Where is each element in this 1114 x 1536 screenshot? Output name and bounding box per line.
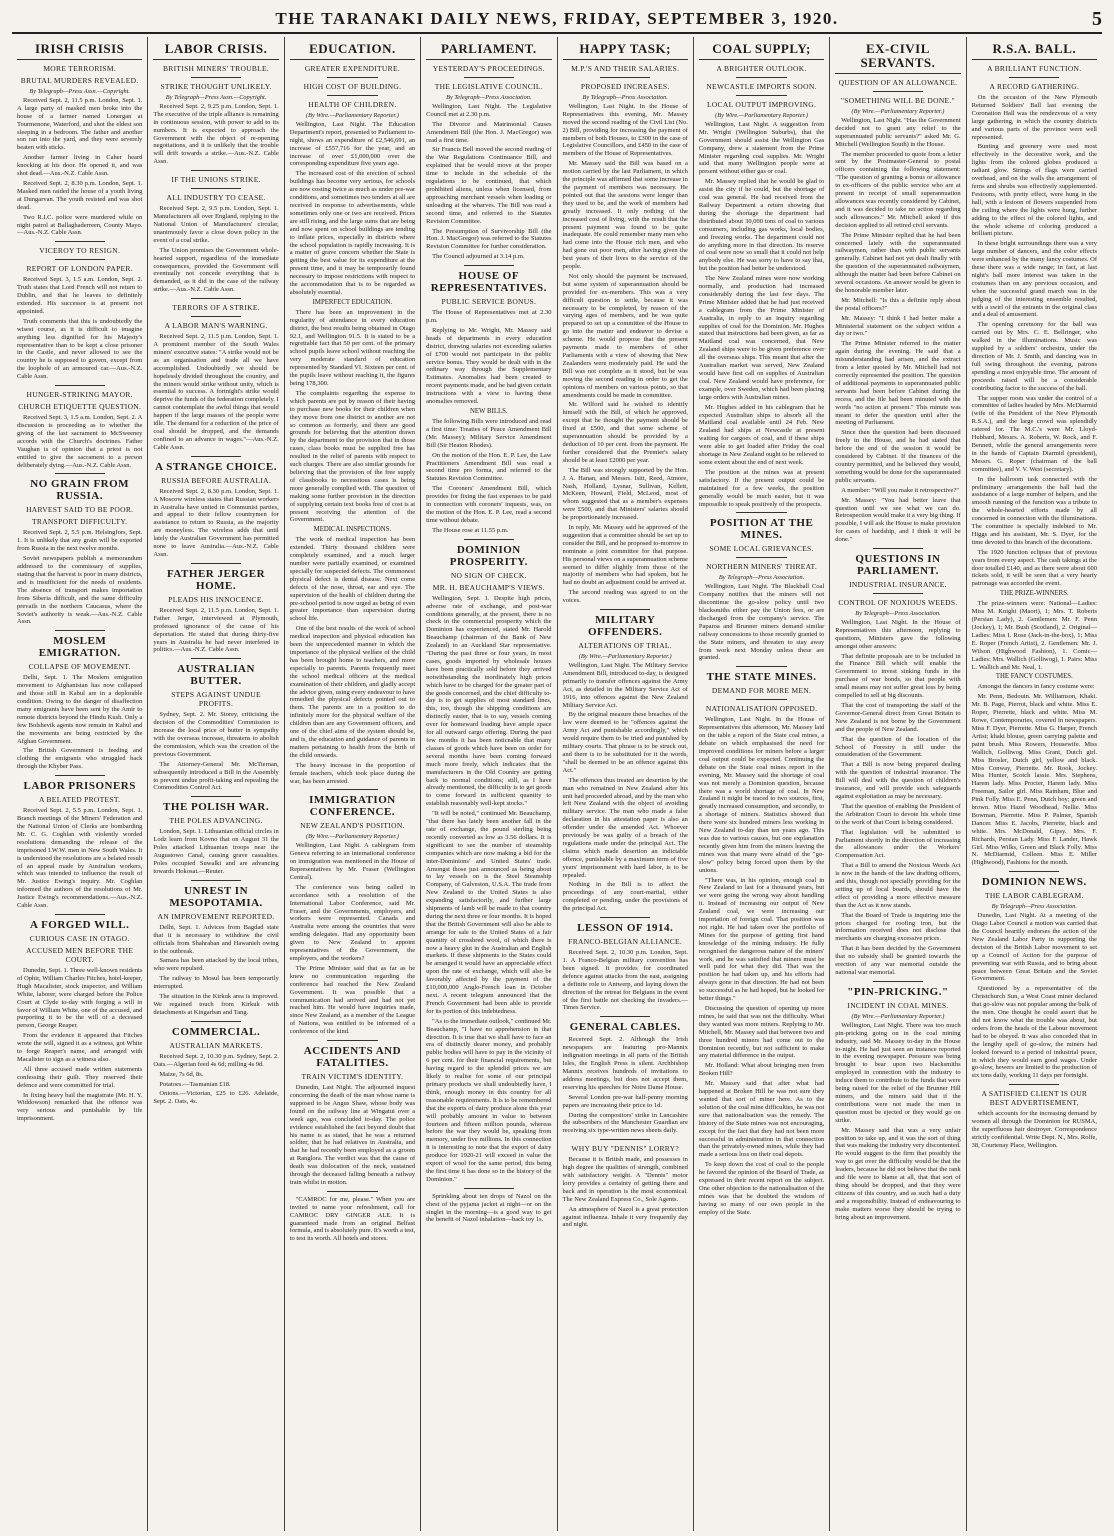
- subheading: LOCAL OUTPUT IMPROVING.: [706, 100, 817, 109]
- subheading: CONTROL OF NOXIOUS WEEDS.: [838, 598, 958, 608]
- divider: [327, 789, 377, 790]
- paragraph: Received Sept. 2, 10.30 p.m. Sydney, Sept. 2. Oats.—Algerian feed 4s 6d; milling 4s 9d.: [153, 1052, 279, 1068]
- paragraph: Received Sept. 2, 11.5 p.m. London, Sept. 1. Father Jerger, interviewed at Plymouth, professed ignorance of the cause of his deportation. He stated that during thirty-five years in Australia he had never interfered in politics.—Aus.-N.Z. Cable Assn.: [153, 606, 279, 654]
- subheading: A BELATED PROTEST.: [39, 795, 121, 805]
- paragraph: Replying to Mr. Wright, Mr. Massey said heads of departments in every education district, drawing salaries not exceeding salaries of £700 would not participate in the public service bonus. They would be dealt with in the ordinary way through the Supplementary Estimates. Anomalies had been created to recent payments made, and he had given certain instructions with a view to having these anomalies removed.: [426, 326, 552, 406]
- subheading: M.P.'S AND THEIR SALARIES.: [571, 64, 680, 73]
- paragraph: Received Sept. 3, 1.5 a.m. London, Sept. 2. Truth states that Lord French will not return to Dublin, and that he leaves to definitely extended. His successor is at present not appointed.: [17, 276, 143, 315]
- byline: By Telegraph—Press Association.: [991, 903, 1077, 911]
- divider: [736, 557, 786, 558]
- byline: By Telegraph—Press Association.: [718, 574, 805, 582]
- paragraph: Mr. Massey said that was a very unfair position to take up, and it was the sort of thing that was making the industry very discontented. He would suggest to the firm that possibly the way to get over the difficulty would be that the leaders, because he did not believe that the rank and file were to blame at all, that that sort of thing should be dropped, and that they were citizens of this country, and as such had a duty and a responsibility. Instead of endeavouring to make matters worse they should be trying to bring about an improvement.: [835, 1126, 961, 1221]
- paragraph: The British Government is feeding and clothing the emigrants who struggled back through the Khyber Pass.: [17, 747, 143, 771]
- subheading: HIGH COST OF BUILDING.: [303, 82, 402, 91]
- divider: [327, 1191, 377, 1192]
- section-heading: THE STATE MINES.: [706, 671, 817, 684]
- column-heading: PARLIAMENT.: [426, 42, 551, 60]
- subheading: BRITISH MINERS' TROUBLE.: [162, 64, 270, 73]
- subheading: DEMAND FOR MORE MEN.: [711, 686, 812, 696]
- paragraph: Two R.I.C. police were murdered while on night patrol at Ballaghaderreen, County Mayo.—Aus.-N.Z. Cable Assn.: [17, 213, 143, 237]
- section-heading: ACCIDENTS AND FATALITIES.: [303, 1045, 402, 1070]
- paragraph: To keep down the cost of coal to the people he favored the opinion of the Board of Trade, as expressed in their recent report on the subject. One other objection to the nationalisation of the mines was that he doubted the wisdom of having so many of our own people in the employ of the State.: [698, 1161, 825, 1216]
- paragraph: In these bright surroundings there was a very large number of dancers, and the color effects were enhanced by the many fancy costumes. Of these there was a wide range; in fact, at last night's ball more interest was taken in the costumes than on any previous occasion, and when the successful grand march was in the judging of the interesting ensemble resulted, with a swirl of the entrants in the original class and a deal of amusement.: [971, 240, 1097, 319]
- paragraph: One of the best results of the work of school medical inspection and physical education has been the unprecedented manner in which the importance of the physical welfare of the child has been brought home to teachers, and more especially to parents. Parents frequently meet the school medical officers at the medical examination of their children, and gladly accept the advice given, using every endeavour to have remedied the physical defects pointed out to them. The parents are in a position to do infinitely more for the physical welfare of the children than are any Government officers, and one of the chief aims of the system should be, and is, the education and guidance of parents in matters pertaining to health from the birth of the child onwards.: [289, 625, 416, 759]
- paragraph: Because it is British made, and possesses in high degree the qualities of strength, combined with satisfactory weight. A "Dennis" motor lorry provides a certainty of getting there and back and in operation is the most economical. The New Zealand Express Co., Sole Agents.: [562, 1156, 688, 1203]
- paragraph: The 1920 function eclipses that of previous years from every aspect. The cash takings at the door totalled £140, and as there were about 600 tickets sold, it will be seen that a very hearty patronage was accorded the event.: [971, 548, 1097, 588]
- masthead-title: THE TARANAKI DAILY NEWS, FRIDAY, SEPTEMBER 3, 1920.: [275, 9, 839, 28]
- section-heading: GENERAL CABLES.: [569, 1021, 681, 1034]
- byline: (By Wire.—Parliamentary Reporter.): [851, 108, 945, 115]
- column-2: [148, 37, 284, 1531]
- divider: [600, 609, 650, 610]
- subheading: STRIKE THOUGHT UNLIKELY.: [160, 82, 272, 91]
- paragraph: The Bill was strongly supported by the Hon. J. A. Hanan, and Messrs. Isitt, Reed, Atmore, Nash, Holland, Lysnar, Sullivan, Kellett, McKeen, Howard, Field, McLeod, most of whom suggested that as a member's expenses were £500, and that Ministers' salaries should be proportionately increased.: [562, 466, 688, 522]
- paragraph: Mr. Penn, Bedouin. Mr. Williamson, Khaki. Mr. B. Page, Pierrot, black and white. Miss E. Roper, Pierrette, black and white. Miss M. Rowe, Contemporaries, covered in newspapers. Miss F. Dyer, Pierrette. Miss G. Harper, French Artist; khaki blouse, green carrying palette and paint brush. Miss Rowers, Housewife. Miss Wallich, Golliwog. Miss Grant, Dutch girl. Miss Brosler, Dutch girl, yellow and black. Miss Conway, Pierrette. Mr. Rook, Jockey. Miss Hunter, Scotch lassie. Mrs. Stephens, Harem lady. Miss Procter, Harem lady. Miss Freeman, Sailor girl. Miss Rainham, Blue and Pink Folly. Miss E. Penn, Dutch boy; green and brown. Miss Hazel Woodhead, Nellie. Miss Bowman, Pierrette. Miss P. Palmer, Spanish Dancer. Miss E. Jacobs, Pierrette, black and white. Mrs. McDonald, Gipsy. Mrs. F. Richards, Persian Lady. Miss F. Lander, Hawk Girl. Miss Wilks, Green and Black Folly. Miss N. McDiarmid, Colleen. Miss E. Miller (Highwood), Fashions for the month.: [971, 693, 1097, 867]
- column-heading: HAPPY TASK;: [563, 42, 688, 60]
- byline: By Telegraph—Press Association.: [582, 94, 668, 101]
- divider: [55, 630, 105, 631]
- section-heading: MOSLEM EMIGRATION.: [38, 635, 121, 660]
- subheading: THE LABOR CABLEGRAM.: [984, 891, 1084, 901]
- divider: [191, 188, 241, 189]
- divider: [873, 548, 923, 549]
- paragraph: Mr. Massey said the Bill was based on a motion carried by the last Parliament, in which the principle was affirmed that some increase in the payment of members was necessary. He pointed out that the sessions were longer than they used to be, and the work of members had greatly increased. It only nothing of the increased cost of living, with the result that the present payment was found to be quite inadequate. He could remember many men who had come into the House rich men, and who had gone out poor men, after having given the best years of their lives to the service of the people.: [562, 160, 688, 271]
- column-heading: LABOR CRISIS.: [153, 42, 278, 60]
- paragraph: Wellington, Last Night. The Military Service Amendment Bill, introduced to-day, is designed primarily to transfer offences against the Army Act, as detailed in the Military Service Act of 1916, into offences against the New Zealand Military Service Act.: [562, 662, 688, 709]
- paragraph: The following Bills were introduced and read a first time: Treaties of Peace Amendment Bill (Mr. Massey); Military Service Amendment Bill (Sir Heaton Rhodes).: [426, 418, 552, 449]
- subheading: INCIDENT IN COAL MINES.: [847, 1000, 949, 1010]
- minor-heading: NEW BILLS.: [469, 408, 508, 415]
- paragraph: That the question of the location of the School of Forestry is still under the consideration of the Government.: [835, 735, 961, 759]
- byline: By Telegraph—Press Assn.—Copyright.: [165, 94, 267, 101]
- divider: [1009, 1084, 1059, 1085]
- subheading: MORE TERRORISM.: [43, 64, 117, 73]
- paragraph: The position at the mines was at present satisfactory. If the present output could be maintained for a few weeks, the position generally would be much easier, but it was impossible to speak positively of the prospects.: [698, 468, 825, 508]
- divider: [55, 473, 105, 474]
- subheading: PLEADS HIS INNOCENCE.: [168, 594, 264, 604]
- divider: [191, 170, 241, 171]
- paragraph: An atmosphere of Nazol is a great protection against influenza. Inhale it very frequently day and night.: [562, 1205, 688, 1229]
- paragraph: Wellington, Last Night. The Legislative Council met at 2.30 p.m.: [426, 102, 552, 118]
- paragraph: The Prime Minister referred to the matter again during the evening. He said that a misunderstanding had arisen, and the extract from a letter quoted by Mr. Mitchell had not correctly represented the position. The question of additional payments to superannuated public servants had been before Cabinet during the recess, and the file had been minuted with the words "no action at present." This minute was meant to defer the question until after the meeting of Parliament.: [835, 340, 961, 427]
- column-8: [967, 37, 1102, 1531]
- subheading: WHY BUY "DENNIS" LORRY?: [571, 1144, 680, 1154]
- divider: [55, 775, 105, 776]
- section-heading: DOMINION PROSPERITY.: [449, 543, 528, 568]
- paragraph: In the ballroom task connected with the preliminary arrangements the ball had the assistance of a large number of helpers, and the smooth running of the function was a tribute to the whole-hearted efforts made by all concerned in connection with the illuminations. The committee is specially indebted to Mr. Higgs and his assistant, Mr. S. Dyer, for the time devoted to this branch of the decorations.: [971, 475, 1097, 546]
- byline: By Telegraph—Press Association.: [855, 610, 941, 618]
- subheading: AN IMPROVEMENT REPORTED.: [157, 911, 275, 921]
- paragraph: Delhi, Sept. 1. The Moslem emigration movement to Afghanistan has now collapsed and those still in Kabul are in a deplorable condition. Owing to the danger of disaffection many emigrants have been sent by the Amir to remote districts beyond the Hindu Kush. Only a few Bolshevik agents now remain in Kabul and the movements are being restricted by the Afghan Government.: [17, 674, 143, 745]
- section-heading: FATHER JERGER HOME.: [167, 567, 266, 592]
- paragraph: Not only should the payment be increased, but some system of superannuation should be provided for ex-members. This was a very difficult question to settle, because it was necessary to be completed, by reason of the varying ages of members, and he was quite prepared to set up a committee of the House to go into the matter and endeavor to devise a scheme. He would propose that the present payments made to members of other Parliaments with a view of showing that New Zealanders were moderately paid. He said the Bill was not complete as it stood, but he was moving the second reading in order to get the opinions of members on various points, so that amendments could be made in committee.: [562, 272, 688, 399]
- section-heading: LABOR PRISONERS: [23, 780, 136, 793]
- article-body: [972, 64, 1097, 1150]
- paragraph: Mr. Wilford said he wished to identify himself with the Bill, of which he approved, except that he thought the payment should be fixed at £500, and that some scheme of superannuation should be provided by a deduction of 10 per cent. from the payment. He further considered that the Premier's salary should be at least £2000 per year.: [562, 401, 688, 464]
- paragraph: Questioned by a representative of the Christchurch Sun, a West Coast miner declared that go-slow was not popular among the bulk of the men. One thought he could assert that he did not know what the trouble was about, but orders from the heads of the Labour movement had to be obeyed. It was also conceded that in the lengthy spell of go-slow, the miners had looked forward to a period of industrial peace, in which they would earn good wages. Under go-slow, hewers are limited to the production of six tons daily, working 11 days per fortnight.: [971, 985, 1097, 1080]
- column-heading: EX-CIVIL SERVANTS.: [835, 42, 960, 74]
- paragraph: The member proceeded to quote from a letter sent by the Postmaster-General to postal officers containing the following statement: "The question of granting a bonus or allowance to ex-officers of the public service who are at present in receipt of small superannuation allowances was recently considered by Cabinet, and it was decided to take no action regarding such allowances." Mr. Mitchell asked if this decision applied to all retired civil servants.: [835, 150, 961, 229]
- subheading: A SATISFIED CLIENT IS OUR BEST ADVERTISEMENT,: [981, 1089, 1088, 1108]
- paragraph: Wellington, Last Night. There was too much pin-pricking going on in the coal mining industry, said Mr. Massey to-day in the House to-night. He had just seen an instance reported in the evening newspaper. Pressure was being brought to bear upon two blacksmiths employed in connection with the industry to induce them to contribute to the funds that were being raised for the relief of the Brunner Hill miners, and the miners said that if the contributions were not made the men in question must be ejected or they would go on strike.: [835, 1021, 961, 1124]
- section-heading: THE POLISH WAR.: [163, 801, 270, 814]
- paragraph: On the occasion of the New Plymouth Returned Soldiers' Ball last evening the Coronation Hall was the rendezvous of a very large gathering, in which the country districts and various parts of the province were well represented.: [971, 94, 1097, 141]
- byline: (By Wire.—Parliamentary Reporter.): [578, 653, 672, 661]
- divider: [55, 385, 105, 386]
- divider: [873, 981, 923, 982]
- column-heading: IRISH CRISIS: [17, 42, 142, 60]
- paragraph: Discussing the question of opening up more mines, he said that was not the difficulty. What they wanted was more miners. Replying to Mr. Mitchell, Mr. Massey said that between two and three hundred miners had come out to the Dominion recently, but not sufficient to make any material difference in the output.: [698, 1005, 825, 1060]
- divider: [55, 241, 105, 242]
- divider: [736, 77, 786, 78]
- subheading: STEPS AGAINST UNDUE PROFITS.: [171, 690, 261, 709]
- paragraph: Received Sept. 2. Although the Irish newspapers are featuring pro-Mannix indignation meetings in all parts of the British Isles, the English Press is silent. Archbishop Mannix receives hundreds of invitations to address meetings, but does not accept them, reserving his speeches for Notre Dame House.: [562, 1036, 688, 1091]
- subheading: A BRIGHTER OUTLOOK.: [716, 64, 807, 73]
- subheading: TRANSPORT DIFFICULTY.: [32, 517, 128, 527]
- paragraph: Wellington, Last Night. In the House of Representatives this evening, Mr. Massey moved the second reading of the Civil List (No. 2) Bill, providing for increasing the payment of members of both Houses, to £300 in the case of Legislative Councillors, and £450 in the case of members of the House of Representatives.: [562, 102, 688, 158]
- paragraph: Since then the question had been discussed freely in the House, and he had stated that before the end of the session it would be considered by Cabinet. If the finances of the country permitted, and he believed they would, something would be done for the superannuated public servants.: [835, 429, 961, 484]
- divider: [464, 1188, 514, 1189]
- paragraph: In reply, Mr. Massey said he approved of the suggestion that a committee should be set up to consider the Bill, and he proposed to-morrow to nominate a joint committee for that purpose. His personal views on a superannuation scheme seemed to differ slightly from those of the majority of members who had spoken, but he had no doubt an adjustment could be arrived at.: [562, 524, 688, 587]
- subheading: THE LEGISLATIVE COUNCIL.: [434, 82, 543, 91]
- divider: [55, 914, 105, 915]
- paragraph: The Coroners' Amendment Bill, which provides for fixing the fast expenses to be paid in connection with coroners' inquests, was, on the motion of the Hon. E. P. Lee, read a second time without debate.: [426, 485, 552, 524]
- paragraph: Wellington, Last Night. In the House of Representatives this afternoon, replying to questions, Ministers gave the following amongst other answers:: [835, 618, 961, 650]
- paragraph: The second reading was agreed to on the voices.: [562, 589, 688, 605]
- column-heading: EDUCATION.: [290, 42, 415, 60]
- section-heading: A FORGED WILL.: [29, 918, 130, 931]
- paragraph: "CAMROC for me, please." When you are invited to name your refreshment, call for CAMROC DRY GINGER ALE. It is guaranteed made from an original Belfast formula, and is absolutely pure. It's worth a test, to test its worth. All hotels and stores.: [289, 1195, 416, 1243]
- paragraph: Wellington, Last Night. In the House of Representatives this afternoon, Mr. Massey laid on the table a report of the State coal mines, a debate on which emphasised the need for improved conditions for miners before a larger coal output could be expected. Continuing the debate on the State coal mines report in the evening, Mr. Massey said the shortage of coal was not merely a Dominion question, because there was a world shortage of coal. In New Zealand it might be traced to two sources, first, greatly increased consumption, and secondly, to a shortage of miners. Statistics showed that there were six hundred miners less working in New Zealand to-day than ten years ago. This was due to various causes, but one explanation recently given him from the miners leaving the mines was that many were afraid of the "go-slow" policy being forced upon them by the unions.: [698, 716, 825, 874]
- paragraph: That it has been decided by the Government that no subsidy shall be granted towards the erection of any war memorial outside the national war memorial.: [835, 945, 961, 976]
- paragraph: The Presumption of Survivorship Bill (the Hon. J. MacGregor) was referred to the Statutes Revision Committee for further consideration.: [426, 227, 552, 251]
- byline: (By Wire.—Parliamentary Reporter.): [306, 112, 399, 119]
- divider: [736, 699, 786, 700]
- paragraph: The Divorce and Matrimonial Causes Amendment Bill (the Hon. J. MacGregor) was read a first time.: [426, 120, 552, 144]
- paragraph: The railway to Mosul has been temporarily interrupted.: [153, 975, 279, 991]
- section-heading: A STRANGE CHOICE.: [155, 460, 277, 473]
- section-heading: AUSTRALIAN BUTTER.: [177, 663, 255, 688]
- divider: [191, 456, 241, 457]
- divider: [1009, 77, 1059, 78]
- column-5: [558, 37, 694, 1531]
- columns: [12, 37, 1102, 1531]
- minor-heading: MEDICAL INSPECTIONS.: [313, 526, 392, 534]
- paragraph: The supper room was under the control of a committee of ladies headed by Mrs. McDiarmid (wife of the President of the New Plymouth R.S.A.), and the large crowd was splendidly catered for. The M.C.'s were Mr. Lloyd-Hubbard, Messrs. A. Roberts, W. Rock, and F. Bennett, while the general arrangements were in the hands of Captain Diarmid (president), Messrs. G. Roper (chairman of the ball committee), and V. V. West (secretary).: [971, 394, 1097, 473]
- paragraph: "As to the immediate outlook," continued Mr. Beauchamp, "I have no apprehension in that direction. It is true that we shall have to face an era of distinctly dearer money, and probably public bodies will have to pay in the vicinity of 6 per cent. for their financial requirements, but having regard to the splendid prices we are likely to realise for some of our principal primary products we shall undoubtedly have, I think, enough money in this country for all reasonable requirements. It is to be remembered that the exports of dairy produce alone this year will probably amount in value to between fourteen and fifteen million pounds, whereas before the war they would be, speaking from memory, under five millions. In this connection it is interesting to note that the export of dairy produce for 1920-21 will exceed in value the export of wool for the same period, this being the first time it has done so in the history of the Dominion.": [426, 1017, 552, 1183]
- subheading: FRANCO-BELGIAN ALLIANCE.: [568, 937, 683, 947]
- subheading: ALL INDUSTRY TO CEASE.: [166, 193, 266, 203]
- paragraph: Sir Francis Bell moved the second reading of the War Regulations Continuance Bill, and explained that he would move at the proper time to include in the schedule of the regulations to be continued, that which prohibited aliens, unless when licensed, from approaching merchant vessels when loading or unloading at the wharves. The Bill was read a second time, and referred to the Statutes Revision Committee.: [426, 146, 552, 225]
- paragraph: The Council adjourned at 3.14 p.m.: [432, 253, 525, 261]
- paragraph: The House of Representatives met at 2.30 p.m.: [426, 309, 552, 325]
- paragraph: Received Sept. 2, 11.5 p.m. London, Sept. 1. A large party of masked men broke into the house of a farmer named Lonergan at Tourmenone, Waterford, and shot the eldest son sleeping in a bedroom. The father and another son ran into the yard, and they were severely beaten with sticks.: [17, 96, 143, 152]
- paragraph: That definite proposals are to be included in the Finance Bill which will enable the Government to invest sinking funds in the purchase of war bonds, so that people with small means may not suffer great loss by being compelled to sell at big discounts.: [835, 652, 961, 700]
- subheading: CHURCH ETIQUETTE QUESTION.: [18, 402, 142, 412]
- column-7: [830, 37, 966, 1531]
- section-heading: UNREST IN MESOPOTAMIA.: [169, 884, 263, 909]
- subheading: SOME LOCAL GRIEVANCES.: [709, 544, 814, 554]
- subheading: IF THE UNIONS STRIKE.: [171, 175, 261, 185]
- article-body: [153, 64, 278, 1106]
- divider: [464, 77, 514, 78]
- paragraph: The work of medical inspection has been extended. Thirty thousand children were completely examined, and a much larger number were partially examined, or examined specially for suspected defects. The commonest physical defect is dental disease. Next come defects of the nose, throat, ear and eye. The supervision of the health of children during the pre-school period is now urged as being of even greater importance than supervision during school life.: [289, 536, 416, 623]
- paragraph: Mr. Massey: "You had better leave that question until we see what we can do. Retrospection would make it a very big thing. If possible, I will ask the House to make provision for cases of hardship, and I think it will be done.": [835, 496, 961, 544]
- paragraph: A member: "Will you make it retrospective?": [841, 486, 959, 494]
- paragraph: Sprinkling about ten drops of Nazol on the chest of the pyjama jacket at night—or on the singlet in the morning—is a good way to get the benefit of Nazol inhalation—back toy 1s.: [426, 1192, 552, 1224]
- paragraph: Truth comments that this is undoubtedly the wisest course, as it is difficult to imagine anything less dignified for his Majesty's representative than to be kept a close prisoner in the Castle, and never allowed to see the country he is supposed to govern, except from the loophole of an armoured car.—Aus.-N.Z. Cable Assn.: [17, 317, 143, 381]
- paragraph: The Union promises the Government whole-hearted support, regardless of the immediate consequences, provided the Government will eventually not concede everything that is demanded, as it did in the case of the railway strike.—Aus.-N.Z. Cable Assn.: [153, 246, 279, 294]
- paragraph: That the Board of Trade is inquiring into the prices charged for roofing iron, but the information received does not disclose that merchants are charging excessive prices.: [835, 911, 961, 943]
- paragraph: The situation in the Kirkuk area is improved. We regained touch from Kirkuk with detachments at Kingarban and Tang.: [153, 993, 279, 1016]
- paragraph: Mr. Holland: What about bringing men from Broken Hill?: [698, 1062, 825, 1078]
- paragraph: During the compositors' strike in Lancashire the subscribers of the Manchester Guardian are receiving six type-written news sheets daily.: [562, 1111, 688, 1135]
- minor-heading: THE FANCY COSTUMES.: [995, 673, 1073, 681]
- paragraph: The prize-winners were: National—Ladies: Miss M. Knight (Maori), 1; Mrs. T. Roberts (Persian Lady), 2. Gentlemen: Mr. F. Penn (Jockey), 1; Mr. Bush (Scotland), 2. Original—Ladies: Miss I. Rose (Jack-in-the-box), 1; Miss E. Roper (French Artist), 2. Gentlemen: Mr. J. Wilson (Highwood Fashion), 1. Comic—Ladies: Mrs. Wallich (Golliwog), 1. Pairs: Miss L. Wallich and Mr. Neal, 1.: [971, 600, 1097, 671]
- subheading: THE POLES ADVANCING.: [169, 816, 263, 826]
- paragraph: That the cost of transporting the staff of the Governor-General direct from Great Britain to New Zealand is not borne by the Government and the people of New Zealand.: [835, 702, 961, 733]
- divider: [736, 95, 786, 96]
- paragraph: The opening ceremony for the ball was carried out by Mrs. C. E. Bellringer, who walked in the illuminations. Music was supplied by a soldiers' orchestra, under the direction of Mr. J. Smith, and dancing was in full swing throughout the evening, patrons spending a most enjoyable time. The amount of proceeds raised will be a considerable contributing factor to the success of the ball.: [971, 321, 1097, 392]
- paragraph: "There was, in his opinion, enough coal in New Zealand to last for a thousand years, but we were going the wrong way about handling it. Instead of increasing our output of New Zealand coal, we were increasing our importation of foreign coal. That position was not right. He had taken over the portfolio of Mines for the purpose of getting first hand knowledge of the mining industry. He fully recognised the dangerous nature of the miners' work, and he was satisfied that miners must be well paid for what they did. That was the position he had taken up, and his efforts had always gone in that direction. He had not been so successful as he had hoped, but he looked for better things.": [698, 876, 825, 1003]
- paragraph: Mr. Massey said that after what had happened at Broken Hill he was not sure they wanted that sort of miner here. As to the solution of the coal mine difficulties, he was not sure that nationalisation was the remedy. The history of the State mines was not encouraging, except for the fact that they had not been more successful in administration in that connection than the privately-owned mines, while they had made a serious loss on their coal depots.: [698, 1080, 825, 1159]
- byline: (By Wire.—Parliamentary Reporter.): [306, 833, 399, 841]
- paragraph: Bunting and greenery were used most effectively in the decorative work, and the lights from the colored globes produced a radiant glow. Strings of flags were carried overhead, and on the walls the arrangement of ferns and shrubs was effectively supplemented. Festoons, with pretty effect, were hung in the hall, with a festoon of flowers suspended from the ceiling where the lights were hung, further adding to the effect of the colored lights, and the whole scheme of coloring produced a brilliant picture.: [971, 143, 1097, 238]
- section-heading: QUESTIONS IN PARLIAMENT.: [855, 553, 941, 578]
- paragraph: Mr. Massey replied that he would be glad to assist the city if he could, but the shortage of coal was general. He had received from the Railway Department a return showing that during the shortage the department had distributed about 30,000 tons of coal to various consumers, including gas works, local bodies, and freezing works. The department could not do anything more in that direction. Its reserve of coal were now so small that it could not help anybody else. He was sorry to have to say that, but the position had better be understood.: [698, 178, 825, 273]
- article-body: [426, 64, 551, 1224]
- section-heading: COMMERCIAL.: [171, 1025, 261, 1038]
- paragraph: All three accused made written statements confessing their guilt. They reserved their defence and were committed for trial.: [17, 1065, 143, 1089]
- column-heading: R.S.A. BALL.: [972, 42, 1097, 60]
- subheading: RUSSIA BEFORE AUSTRALIA.: [161, 475, 272, 485]
- paragraph: Wellington, Sept. 1. Despite high prices, adverse rate of exchange, and post-war conditions generally, at the present, there is no check in the commercial prosperity which the Dominion has experienced, stated Mr. Harold Beauchamp (chairman of the Bank of New Zealand) to an Auckland Star representative. "During the past three or four years, in most cases, goods imported by wholesale houses have been practically sold before they arrived notwithstanding the inordinately high prices which have to be charged for the greater part of the goods concerned, and the chief difficulty to-day is to get supplies of most standard lines, this, too, though the shipping conditions are distinctly easier, that is to say, vessels coming over for homeward loading have ample space for all outward cargo offering. During the past few months it has been noticeable that many classes of goods which have been on order for several months have been coming forward much more freely, which indicates that the manufacturers in the Old Country are getting back to normal conditions; still, as I have already mentioned, the difficulty is to get goods to come forward in sufficient quantity to establish reasonably well-kept stocks.": [426, 594, 552, 808]
- subheading: NO SIGN OF CHECK.: [450, 570, 527, 580]
- subheading: REPORT OF LONDON PAPER.: [26, 264, 133, 274]
- paragraph: Mr. Hughes added in his cablegram that he expected Australian ships to absorb all the Maitland coal available until 24 Feb. New Zealand had ships at Newcastle at present waiting for cargoes of coal, and if these ships were able to get loaded after Friday the coal shortage in New Zealand ought to be relieved to some extent about the end of next week.: [698, 403, 825, 466]
- divider: [464, 539, 514, 540]
- paragraph: Received Sept. 2, 5.5 p.m. Helsingfors, Sept. 1. It is unlikely that any grain will be exported from Russia in the next twelve months.: [17, 529, 143, 553]
- subheading: A RECORD GATHERING.: [989, 82, 1080, 91]
- paragraph: Soviet newspapers publish a memorandum addressed to the commissary of supplies, stating that the harvest is poor in many districts, and is insufficient for the needs of residents. The absence of transport makes importation from Siberia difficult, and the same difficulty prevails in the northern Caucasus, where the Soviet's authority is weak.—Aus.-N.Z. Cable Assn.: [17, 555, 143, 626]
- paragraph: That the question of enabling the President of the Arbitration Court to devote his whole time to the work of that Court is being considered.: [835, 802, 961, 826]
- subheading: "SOMETHING WILL BE DONE.": [840, 96, 955, 105]
- paragraph: Several London pre-war half-penny morning papers are increasing their price to 1d.: [562, 1093, 688, 1109]
- subheading: NORTHERN MINERS' THREAT.: [706, 562, 818, 572]
- subheading: VICEROY TO RESIGN.: [39, 246, 121, 256]
- paragraph: Nothing in the Bill is to affect the proceedings of any court-martial, either completed or pending, under the provisions of the principal Act.: [562, 881, 688, 913]
- divider: [327, 1040, 377, 1041]
- paragraph: That a Bill is now being prepared dealing with the question of industrial insurance. The Bill will deal with the question of children's insurance, and will provide such safeguards against exploitation as may be necessary.: [835, 761, 961, 800]
- column-3: [285, 37, 421, 1531]
- section-heading: MILITARY OFFENDERS.: [588, 614, 663, 639]
- subheading: A LABOR MAN'S WARNING.: [164, 321, 268, 331]
- paragraph: Mr. Massey: "I think I had better make a Ministerial statement on the subject within a day or two.": [835, 314, 961, 338]
- section-heading: IMMIGRATION CONFERENCE.: [309, 794, 396, 819]
- paragraph: The Attorney-General Mr. McTiernan, subsequently introduced a Bill in the Assembly to prevent undue profit-taking and repealing the Commodities Control Act.: [153, 760, 279, 792]
- section-heading: NO GRAIN FROM RUSSIA.: [30, 478, 130, 503]
- divider: [191, 658, 241, 659]
- paragraph: Dunedin, Last Night. At a meeting of the Otago Labor Council a motion was carried that the Council heartily endorses the action of the New Zealand Labor Party in supporting the decision of the British Labor movement to set up a Council of Action for the purpose of preventing war with Russia, and to bring about peace between Great Britain and the Soviet Government.: [971, 912, 1097, 983]
- paragraph: That a Bill to amend the Noxious Weeds Act is now in the hands of the law drafting officers, and this, though not specially providing for the setting up of local boards, should have the effect of providing a more effective measure than the Act as it now stands.: [835, 862, 961, 909]
- byline: (By Wire.—Parliamentary Reporter.): [851, 1012, 945, 1020]
- paragraph: Received Sept. 2, 10.30 p.m. London, Sept. 1. A Franco-Belgian military convention has been signed. It provides for coordinated defence against attacks from the east, assigning a definite role to Antwerp, and laying down the direction of the retreat for Belgians in the event of the first battle not checking the invaders.—Times Service.: [562, 949, 688, 1012]
- byline: By Telegraph—Press Association.: [446, 94, 532, 101]
- column-1: [12, 37, 148, 1531]
- article-body: [17, 64, 142, 1123]
- paragraph: The offences thus treated are desertion by the man who remained in New Zealand after his unit had proceeded abroad, and by the man who left New Zealand with the object of avoiding military service. The man who made a false declaration in his attestation paper is also an offender under the amended Act. Whoever previously be was guilty of a breach of the regulations made under the principal Act. The claims which made desertion an indictable offence, punishable by a maximum term of five years' imprisonment with hard labor, is to be repealed.: [562, 776, 688, 879]
- paragraph: From the evidence it appeared that Fitches wrote the will, signed it as a witness, got White to forge Reaper's name, and arranged with Macalister to sign as a witness also.: [17, 1032, 143, 1063]
- paragraph: There has been an improvement in the regularity of attendance in every education district, the best results being obtained in Otago 92.1, and Wellington 91.5. It is stated to be a regrettable fact that 50 per cent. of the primary school pupils leave school without reaching the very moderate standard of education represented by Standard VI. Sixteen per cent. of the pupils leave without reaching it, the figures being 178,300.: [289, 308, 416, 387]
- paragraph: Received Sept. 2, 11.5 p.m. London, Sept. 1. A prominent member of the South Wales miners' executive states: "A strike would not be as an organisation and trade all we have accomplished. Undoubtedly we should be hopelessly divided throughout the country, and the miners would strike without unity, which is essential to success. A fortnight's strike would deprive the funds of the federation completely. I cannot contemplate the awful things that would happen if the large masses of the people were idle. The demand for a reduction of the price of coal should be dropped, and the demands confined to an advance in wages."—Aus.-N.Z. Cable Assn.: [153, 333, 279, 451]
- divider: [464, 265, 514, 266]
- paragraph: The conference was being called in accordance with a resolution of the International Labor Conference, said Mr. Fraser, and the Governments, employers, and workers were represented. Canada and Australia were among the countries that were sending delegates. Had any opportunity been given to New Zealand to appoint representatives of the Government, the employers, and the workers?: [289, 883, 416, 962]
- divider: [191, 298, 241, 299]
- paragraph: Wellington, Last Night. "Has the Government decided not to grant any relief to the superannuated public servants?" asked Mr. G. Mitchell (Wellington South) in the House.: [835, 116, 961, 148]
- section-heading: HOUSE OF REPRESENTATIVES.: [430, 270, 547, 295]
- paragraph: Received Sept. 3, 1.5 a.m. London, Sept. 2. A discussion is proceeding as to whether the giving of the last sacrament to McSweeney accords with the Church's doctrines. Father Vaughan is of opinion that a priest is not entitled to give the sacrament to a person deliberately dying.—Aus.-N.Z. Cable Assn.: [17, 414, 143, 469]
- minor-heading: IMPERFECT EDUCATION.: [312, 298, 393, 306]
- paragraph: The Prime Minister replied that he had been concerned lately with the superannuated railwaymen, rather than with public servants generally. Cabinet had not yet dealt finally with the question of the superannuated railwaymen, although the matter had been before Cabinet on several occasions. An answer would be given to the honorable member later.: [835, 231, 961, 294]
- divider: [191, 1021, 241, 1022]
- subheading: HUNGER-STRIKING MAYOR.: [26, 390, 133, 400]
- subheading: COLLAPSE OF MOVEMENT.: [28, 662, 131, 672]
- subheading: ALTERATIONS OF TRIAL.: [578, 641, 672, 651]
- divider: [327, 95, 377, 96]
- section-heading: LESSON OF 1914.: [577, 922, 674, 935]
- paragraph: London, Sept. 1. Lithuanian official circles in Lodz learn from Kovno that on August 31 the Poles attacked Lithuanian troops near the Augustowo Canal, causing grave casualties. Poles occupied Suwalki and are advancing towards Hokosat.—Reuter.: [153, 828, 279, 875]
- article-body: [563, 64, 688, 1229]
- article-body: [699, 64, 824, 1217]
- divider: [191, 880, 241, 881]
- divider: [873, 593, 923, 594]
- paragraph: which accounts for the increasing demand by women all through the Dominion for RUSMA, the superfluous hair destroyer. Correspondence strictly confidential. Write Dept. N., Mrs. Rolfe, 38, Courtenay Place, Wellington.: [971, 1110, 1097, 1149]
- divider: [736, 512, 786, 513]
- paragraph: Onions.—Victorian, £25 to £26. Adelaide, Sept. 2. Oats, 4s.: [153, 1090, 279, 1106]
- divider: [327, 77, 377, 78]
- article-body: [835, 78, 960, 1221]
- paragraph: Maize, 7s 6d, 8s.: [159, 1070, 204, 1078]
- divider: [191, 796, 241, 797]
- subheading: A BRILLIANT FUNCTION.: [987, 64, 1082, 73]
- paragraph: Wellington, Last Night. A suggestion from Mr. Wright (Wellington Suburbs), that the Government should assist the Wellington Gas Company, drew a statement from the Prime Minister regarding coal supplies. Mr. Wright said that many Wellington people were at present without either gas or coal.: [698, 120, 825, 176]
- paragraph: Another farmer living in Caher heard knocking at his door. He opened it, and was shot dead.—Aus.-N.Z. Cable Assn.: [17, 154, 143, 178]
- section-heading: "PIN-PRICKING.": [847, 985, 949, 998]
- subheading: CURIOUS CASE IN OTAGO.: [29, 933, 130, 943]
- byline: By Telegraph—Press Assn.—Copyright.: [29, 88, 130, 95]
- subheading: HARVEST SAID TO BE POOR.: [26, 505, 134, 515]
- divider: [191, 77, 241, 78]
- byline: (By Wire.—Parliamentary Reporter.): [715, 112, 808, 119]
- paragraph: Delhi, Sept. 1. Advices from Bagdad state that it is necessary to withdraw the civil officials from Shahraban and Hawanieh owing to the outbreak.: [153, 923, 279, 955]
- subheading: GREATER EXPENDITURE.: [304, 64, 401, 73]
- paragraph: By the original measure these breaches of the law were deemed to be "offences against the Army Act and punishable accordingly," which would require them to be tried and punished by military courts. That phrase is to be struck out, and there is to be substituted for it the words, "shall be deemed to be an offence against this Act.": [562, 711, 688, 774]
- minor-heading: THE PRIZE-WINNERS.: [999, 590, 1069, 598]
- subheading: AUSTRALIAN MARKETS.: [169, 1040, 263, 1050]
- subheading: TERRORS OF A STRIKE.: [172, 303, 260, 313]
- subheading: PROPOSED INCREASES.: [580, 82, 670, 91]
- paragraph: The House rose at 11.55 p.m.: [432, 526, 509, 534]
- subheading: ACCUSED MEN BEFORE THE COURT.: [26, 945, 134, 964]
- paragraph: Received Sept. 2, 5.5 p.m. London, Sept. 1. Branch meetings of the Miners' Federation and the National Union of Clerks are bombarding Mr. C. G. Coghlan with violently worded resolutions demanding the release of the imprisoned I.W.W. men in New South Wales. It is understood the resolutions are a belated result of an appeal made by Australian workers, which was intended to influence the result of Mr. Justice Ewing's inquiry. Mr. Coghlan informed the authors of the resolutions of Mr. Justice Ewing's recommendations.—Aus.-N.Z. Cable Assn.: [17, 807, 143, 910]
- paragraph: The New Zealand mines were now working normally, and production had increased considerably during the last few days. The Prime Minister added that he had just received a cablegram from the Prime Minister of Australia, in reply to an inquiry regarding supplies of coal for the Dominion. Mr. Hughes stated that instructions had been given, as far as Maitland coal was concerned, that New Zealand ships were to be given preference over all the overseas ships. This meant that after the Australian market was served, New Zealand would have first call on supplies of Australian coal. New Zealand would have preference, for example, over Sweden, which had been placing large orders with Australian mines.: [698, 275, 825, 401]
- subheading: PUBLIC SERVICE BONUS.: [441, 297, 537, 307]
- paragraph: Received Sept. 2, 9.5 p.m. London, Sept. 1. Manufacturers all over England, replying to the National Union of Manufacturers' circular, unanimously favor a close down policy in the event of a coal strike.: [153, 205, 279, 244]
- divider: [600, 1139, 650, 1140]
- divider: [1009, 871, 1059, 872]
- page-number: 5: [1092, 7, 1102, 30]
- paragraph: Mr. Mitchell: "Is this a definite reply about the postal officers?": [835, 296, 961, 312]
- paragraph: That legislation will be submitted to Parliament shortly in the direction of increasing the allowances under the Workers' Compensation Act.: [835, 828, 961, 860]
- paragraph: Wellington, Last Night. The Education Department's report, presented to Parliament to-night, shows an expenditure of £2,546,691, an increase of £557,716 for the year, and an increase of over £1,000,000 over the corresponding expenditure five years ago.: [289, 120, 416, 168]
- subheading: HEALTH OF CHILDREN.: [308, 100, 397, 109]
- subheading: MR. H. BEAUCHAMP'S VIEWS.: [432, 582, 545, 592]
- divider: [600, 77, 650, 78]
- subheading: NEW ZEALAND'S POSITION.: [300, 821, 405, 831]
- paragraph: Amongst the dancers in fancy costume were:: [977, 683, 1095, 691]
- subheading: NEWCASTLE IMPORTS SOON.: [706, 82, 817, 91]
- paragraph: Sydney, Sept. 2. Mr. Storey, criticising the decision of the Commodities' Commission to increase the local price of butter in sympathy with the overseas increase, threatens to abolish the commission, which was the creation of the previous Government.: [153, 711, 279, 758]
- divider: [600, 917, 650, 918]
- section-heading: POSITION AT THE MINES.: [709, 517, 814, 542]
- subheading: INDUSTRIAL INSURANCE.: [849, 580, 947, 590]
- paragraph: Wellington, Last Night. The Blackball Coal Company notifies that the miners will not discontinue the go-slow policy until two blacksmiths either pay the Union fees, or are discharged from the company's service. The Paparoa and Brunner miners demand similar railway concessions to those recently granted to the State miners, and threaten to stay away from work next Monday unless these are granted.: [698, 583, 825, 662]
- divider: [600, 1016, 650, 1017]
- divider: [191, 563, 241, 564]
- paragraph: Potatoes.—Tasmanian £18.: [159, 1080, 231, 1088]
- subheading: NATIONALISATION OPPOSED.: [705, 704, 818, 714]
- column-heading: COAL SUPPLY;: [699, 42, 824, 60]
- subheading: QUESTION OF AN ALLOWANCE.: [838, 78, 958, 87]
- paragraph: Received Sept. 2, 9.25 p.m. London, Sept. 1. The executive of the triple alliance is remaining in continuous session, with power to add to its numbers. It is expected to approach the Government with the object of re-opening negotiations, and it is unlikely that the trouble will drift towards a strike.—Aus.-N.Z. Cable Assn.: [153, 102, 279, 166]
- paragraph: In fixing heavy bail the magistrate (Mr. H. Y. Widdowson) remarked that the offence was very serious and punishable by life imprisonment.: [17, 1091, 143, 1123]
- paragraph: Dunedin, Last Night. The adjourned inquest concerning the death of the man whose name is supposed to be Angus Shaw, whose body was found on the railway line at Wingatui over a week ago, was concluded to-day. The police evidence established the fact beyond doubt that his name is as stated, that he was a returned soldier, that he had relatives in Australia, and that he had recently been employed as a groom at Ranglora. The verdict was that the cause of death was dislocation of the neck, sustained through the deceased falling beneath a railway train whilst in motion.: [289, 1084, 416, 1186]
- paragraph: Received Sept. 2, 8.30 p.m. London, Sept. 1. Masked men raided the house of a youth living at Dungarvan. The youth resisted and was shot dead.: [17, 179, 143, 211]
- section-heading: DOMINION NEWS.: [981, 876, 1087, 889]
- paragraph: The complaints regarding the expense to which parents are put by reason of their having to purchase new books for their children when they move from one district to another are not so common as formerly, and there are good grounds for believing that the attention drawn by the department to the provision that in those cases, class books must be supplied free has resulted in the relief of parents with respect to such charges. There are also similar grounds for believing that the provision of the free supply of classbooks to necessitous cases is being more generally complied with. The question of making some further provision in the direction of supplying certain text books free of cost is at present receiving the attention of the Government.: [289, 389, 416, 524]
- subheading: BRUTAL MURDERS REVEALED.: [20, 76, 139, 85]
- paragraph: The heavy increase in the proportion of female teachers, which took place during the war, has been arrested.: [289, 761, 416, 785]
- masthead: [12, 6, 1102, 34]
- divider: [55, 259, 105, 260]
- paragraph: Samara has been attacked by the local tribes, who were repulsed.: [153, 957, 279, 973]
- article-body: [290, 64, 415, 1243]
- paragraph: Wellington, Last Night. A cablegram from Geneva referring to an international conference on immigration was mentioned in the House of Representatives by Mr. Fraser (Wellington Central).: [289, 842, 416, 881]
- paragraph: The increased cost of the erection of school buildings has become very serious, for schools are now costing twice as much as under pre-war conditions, and sometimes two tenders at all are received in response to advertisements, while sometimes only one or two are received. Prices are still rising, and the large sums that are being and now spent on school buildings are tending to inflate prices, especially in districts where the school population is rapidly increasing. It is a matter of grave concern whether the State is getting the best value for its expenditure at the present time, and it may be temporarily found necessary to impose restrictions with respect to the accommodation that is to be regarded as absolutely essential.: [289, 170, 416, 296]
- column-6: [694, 37, 830, 1531]
- divider: [873, 91, 923, 92]
- paragraph: Received Sept. 2, 8.30 p.m. London, Sept. 1. A Moscow wireless states that Russian workers in Australia have united in Communist parties, and appeal to their fellow countrymen for assistance to return to Russia, as the majority are moneyless. The wireless adds that until lately the Australian Government has permitted none to leave Australia.—Aus.-N.Z. Cable Assn.: [153, 487, 279, 558]
- divider: [736, 666, 786, 667]
- subheading: TRAIN VICTIM'S IDENTITY.: [301, 1072, 404, 1082]
- paragraph: The Prime Minister said that as far as he knew no communication regarding the conference had reached the New Zealand Government. It was possible that a communication had arrived and had not yet reached him. He would have inquiries made, since New Zealand, as a member of the League of Nations, was entitled to be informed of a conference of the kind.: [289, 964, 416, 1036]
- paragraph: On the motion of the Hon. E. P. Lee, the Law Practitioners Amendment Bill was read a second time pro forma, and referred to the Statutes Revision Committee.: [426, 451, 552, 483]
- column-4: [421, 37, 557, 1531]
- divider: [191, 316, 241, 317]
- paragraph: Dunedin, Sept. 1. Three well-known residents of Ophir, William Charles Fitches, hotel-keeper, Hugh Macalister, stock inspector, and William White, laborer, were charged before the Police Court at Clyde to-day with forging a will in favor of William White, one of the accused, and purporting it to be the will of a deceased person, George Reaper.: [17, 966, 143, 1030]
- subheading: YESTERDAY'S PROCEEDINGS.: [432, 64, 545, 73]
- paragraph: "It will be noted," continued Mr. Beauchamp, "that there has lately been another fall in the rate of exchange, the pound sterling being recently converted as low as 3.56 dollars. It is significant to see the number of steamship companies which are now making a bid for the inter-Dominions' and United States' trade. Amongst those just announced as being about to lay vessels on is the Steel Steamship Company, of Galveston, U.S.A. The trade from New Zealand to the United States is also expanding satisfactorily, and further large shipments of lamb will be made to that country during the next three or four months. It is hoped that the British Government will also be able to arrange for sale to the United States of a fair quantity of crossbred wool, of which there is now a heavy glut in the Australian and English markets. If these shipments to the States could be arranged it would have an appreciable effect upon the rate of exchange, which will also be favorably affected by the payment of the £10,000,000 Anglo-French loan in October next. A recent telegram announced that the French Government had been able to provide for its portion of this indebtedness.: [426, 810, 552, 1015]
